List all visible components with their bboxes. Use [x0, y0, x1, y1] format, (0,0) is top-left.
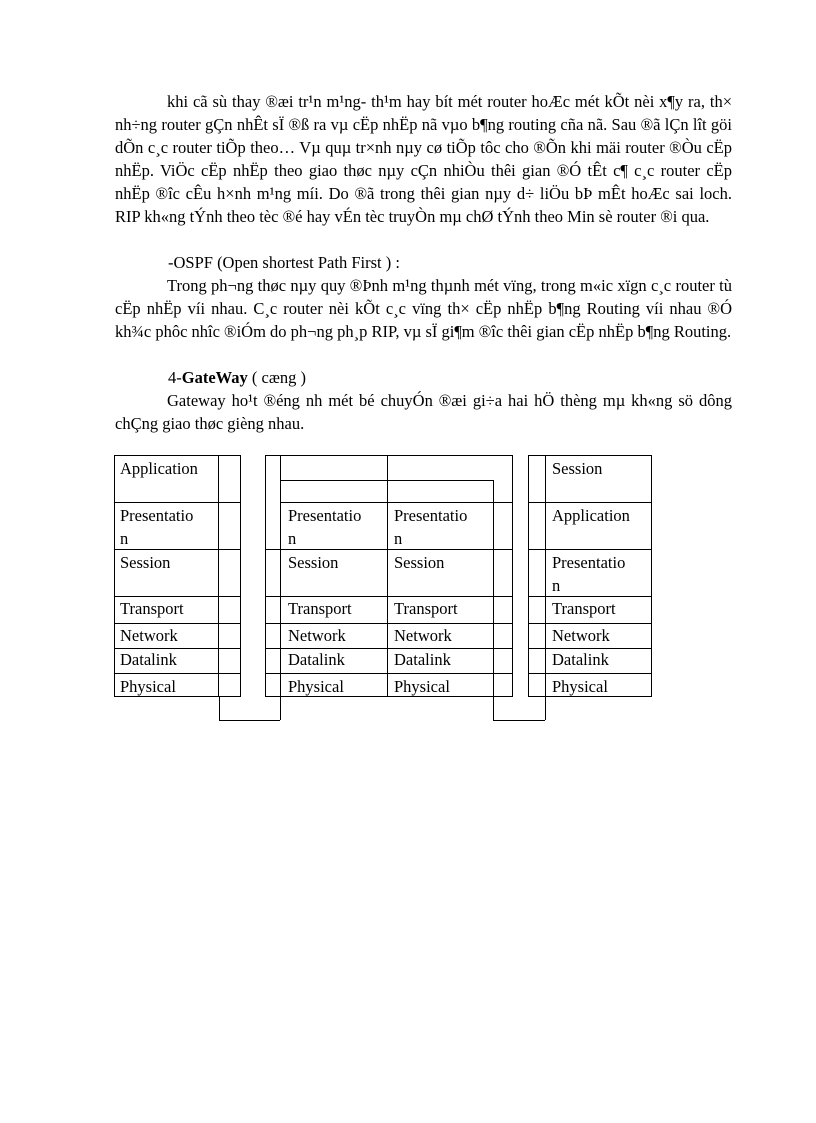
gw-right-presentation: Presentatio — [394, 506, 468, 525]
left-layer-session: Session — [120, 553, 171, 572]
left-layer-presentation: Presentatio — [120, 506, 194, 525]
right-layer-datalink: Datalink — [552, 650, 609, 669]
gateway-number: 4- — [168, 368, 182, 387]
gw-left-network: Network — [288, 626, 346, 645]
left-layer-datalink: Datalink — [120, 650, 177, 669]
right-layer-presentation: Presentatio — [552, 553, 626, 572]
gw-right-datalink: Datalink — [394, 650, 451, 669]
right-layer-application: Application — [552, 506, 630, 525]
ospf-heading: -OSPF (Open shortest Path First ) : — [168, 253, 400, 272]
left-layer-network: Network — [120, 626, 178, 645]
right-layer-presentation-wrap: n — [552, 576, 561, 595]
gateway-subtitle: ( cæng ) — [247, 368, 306, 387]
paragraph-rip-description: khi cã sù thay ®æi tr¹n m¹ng- th¹m hay bít mét router hoÆc mét kÕt nèi x¶y ra, th× nh÷ng router gÇn nhÊt sÏ ®ß ra vµ cËp nhËp nã vµo b¶ng routing cña nã. Sau ®ã lÇn lît göi dÕn c¸c router tiÕp theo… Vµ quµ tr×nh nµy cø tiÕp tôc cho ®Õn khi mäi router ®Òu cËp nhËp. ViÖc cËp nhËp theo giao thøc nµy cÇn nhiÒu thêi gian ®Ó tÊt c¶ c¸c router cËp nhËp ®îc cÊu h×nh m¹ng míi. Do ®ã trong thêi gian nµy d÷ liÖu bÞ mÊt hoÆc sai loch. RIP kh«ng tÝnh theo tèc ®é hay vÉn tèc truyÒn mµ chØ tÝnh theo Min sè router ®i qua. — [115, 92, 732, 226]
gw-left-physical: Physical — [288, 677, 344, 696]
paragraph-ospf-description: Trong ph¬ng thøc nµy quy ®Þnh m¹ng thµnh mét vïng, trong m«ic xïgn c¸c router tù cËp nhËp víi nhau. C¸c router nèi kÕt c¸c vïng th× cËp nhËp b¶ng Routing víi nhau ®Ó kh¾c phôc nhîc ®iÓm do ph¬ng ph¸p RIP, vµ sÏ gi¶m ®îc thêi gian cËp nhËp b¶ng Routing. — [115, 276, 732, 341]
right-layer-physical: Physical — [552, 677, 608, 696]
left-layer-transport: Transport — [120, 599, 184, 618]
left-layer-physical: Physical — [120, 677, 176, 696]
right-layer-session: Session — [552, 459, 603, 478]
gw-right-session: Session — [394, 553, 445, 572]
gw-left-session: Session — [288, 553, 339, 572]
gw-right-presentation-wrap: n — [394, 529, 403, 548]
gw-right-physical: Physical — [394, 677, 450, 696]
gateway-heading — [168, 366, 306, 389]
gw-left-transport: Transport — [288, 599, 352, 618]
right-layer-transport: Transport — [552, 599, 616, 618]
gw-right-transport: Transport — [394, 599, 458, 618]
gw-left-datalink: Datalink — [288, 650, 345, 669]
gw-left-presentation: Presentatio — [288, 506, 362, 525]
gw-left-presentation-wrap: n — [288, 529, 297, 548]
left-layer-application: Application — [120, 459, 198, 478]
gateway-title: GateWay — [181, 368, 248, 387]
right-layer-network: Network — [552, 626, 610, 645]
paragraph-gateway-description: Gateway ho¹t ®éng nh mét bé chuyÓn ®æi gi÷a hai hÖ thèng mµ kh«ng sö dông chÇng giao thøc gièng nhau. — [115, 391, 732, 433]
left-layer-presentation-wrap: n — [120, 529, 129, 548]
gw-right-network: Network — [394, 626, 452, 645]
